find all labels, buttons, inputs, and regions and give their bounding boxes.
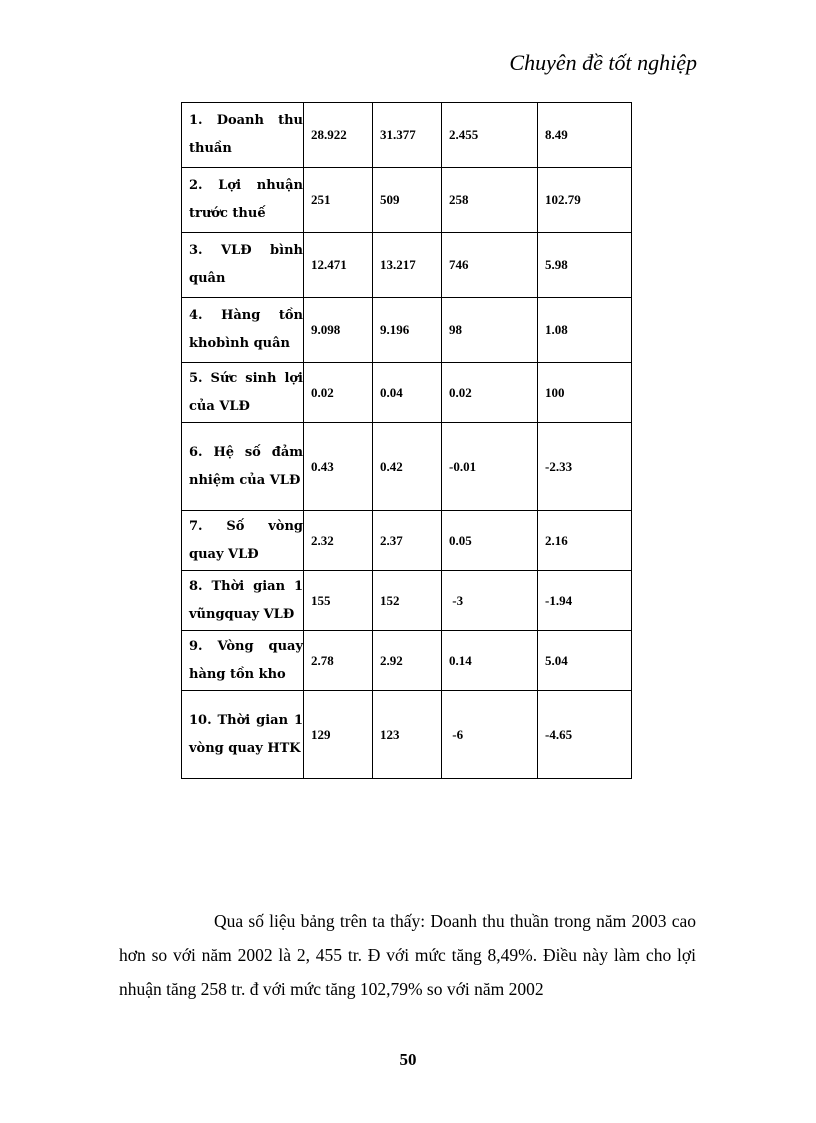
difference: 0.02 (442, 363, 538, 423)
analysis-paragraph-text: Qua số liệu bảng trên ta thấy: Doanh thu thuần trong năm 2003 cao hơn so với năm 2002 là 2, 455 tr. Đ với mức tăng 8,49%. Điều này làm cho lợi nhuận tăng 258 tr. đ với mức tăng 102,79% so với năm 2002 (119, 911, 696, 999)
value-2003: 2.92 (373, 631, 442, 691)
table-row (182, 363, 632, 423)
value-2003: 152 (373, 571, 442, 631)
table-row (182, 691, 632, 779)
value-2003: 123 (373, 691, 442, 779)
value-2002: 0.02 (304, 363, 373, 423)
table-row (182, 571, 632, 631)
analysis-paragraph (119, 904, 696, 1006)
percent-change: 2.16 (538, 511, 632, 571)
value-2003: 13.217 (373, 233, 442, 298)
value-2003: 0.04 (373, 363, 442, 423)
value-2002: 251 (304, 168, 373, 233)
value-2002: 0.43 (304, 423, 373, 511)
difference: -6 (442, 691, 538, 779)
value-2002: 28.922 (304, 103, 373, 168)
difference: 0.14 (442, 631, 538, 691)
percent-change: 5.98 (538, 233, 632, 298)
percent-change: 1.08 (538, 298, 632, 363)
value-2002: 155 (304, 571, 373, 631)
row-label: 2. Lợi nhuận trước thuế (182, 168, 304, 233)
percent-change: -2.33 (538, 423, 632, 511)
row-label: 1. Doanh thu thuần (182, 103, 304, 168)
value-2003: 31.377 (373, 103, 442, 168)
percent-change: -4.65 (538, 691, 632, 779)
row-label: 7. Số vòng quay VLĐ (182, 511, 304, 571)
value-2003: 9.196 (373, 298, 442, 363)
page-header-title: Chuyên đề tốt nghiệp (509, 50, 697, 75)
table-row (182, 168, 632, 233)
difference: 98 (442, 298, 538, 363)
value-2002: 2.78 (304, 631, 373, 691)
difference: 746 (442, 233, 538, 298)
row-label: 9. Vòng quay hàng tồn kho (182, 631, 304, 691)
value-2002: 2.32 (304, 511, 373, 571)
percent-change: 8.49 (538, 103, 632, 168)
value-2002: 9.098 (304, 298, 373, 363)
row-label: 6. Hệ số đảm nhiệm của VLĐ (182, 423, 304, 511)
difference: -3 (442, 571, 538, 631)
row-label: 8. Thời gian 1 vũngquay VLĐ (182, 571, 304, 631)
percent-change: 102.79 (538, 168, 632, 233)
value-2002: 129 (304, 691, 373, 779)
table-row (182, 298, 632, 363)
table-row (182, 631, 632, 691)
row-label: 10. Thời gian 1 vòng quay HTK (182, 691, 304, 779)
difference: -0.01 (442, 423, 538, 511)
value-2003: 509 (373, 168, 442, 233)
percent-change: 100 (538, 363, 632, 423)
row-label: 3. VLĐ bình quân (182, 233, 304, 298)
value-2003: 0.42 (373, 423, 442, 511)
table-row (182, 233, 632, 298)
difference: 2.455 (442, 103, 538, 168)
percent-change: 5.04 (538, 631, 632, 691)
row-label: 5. Sức sinh lợi của VLĐ (182, 363, 304, 423)
page-number: 50 (399, 1050, 417, 1069)
difference: 0.05 (442, 511, 538, 571)
row-label: 4. Hàng tồn khobình quân (182, 298, 304, 363)
table-row (182, 511, 632, 571)
value-2003: 2.37 (373, 511, 442, 571)
table-row (182, 423, 632, 511)
financial-indicators-table (181, 102, 632, 779)
table-row (182, 103, 632, 168)
difference: 258 (442, 168, 538, 233)
value-2002: 12.471 (304, 233, 373, 298)
percent-change: -1.94 (538, 571, 632, 631)
